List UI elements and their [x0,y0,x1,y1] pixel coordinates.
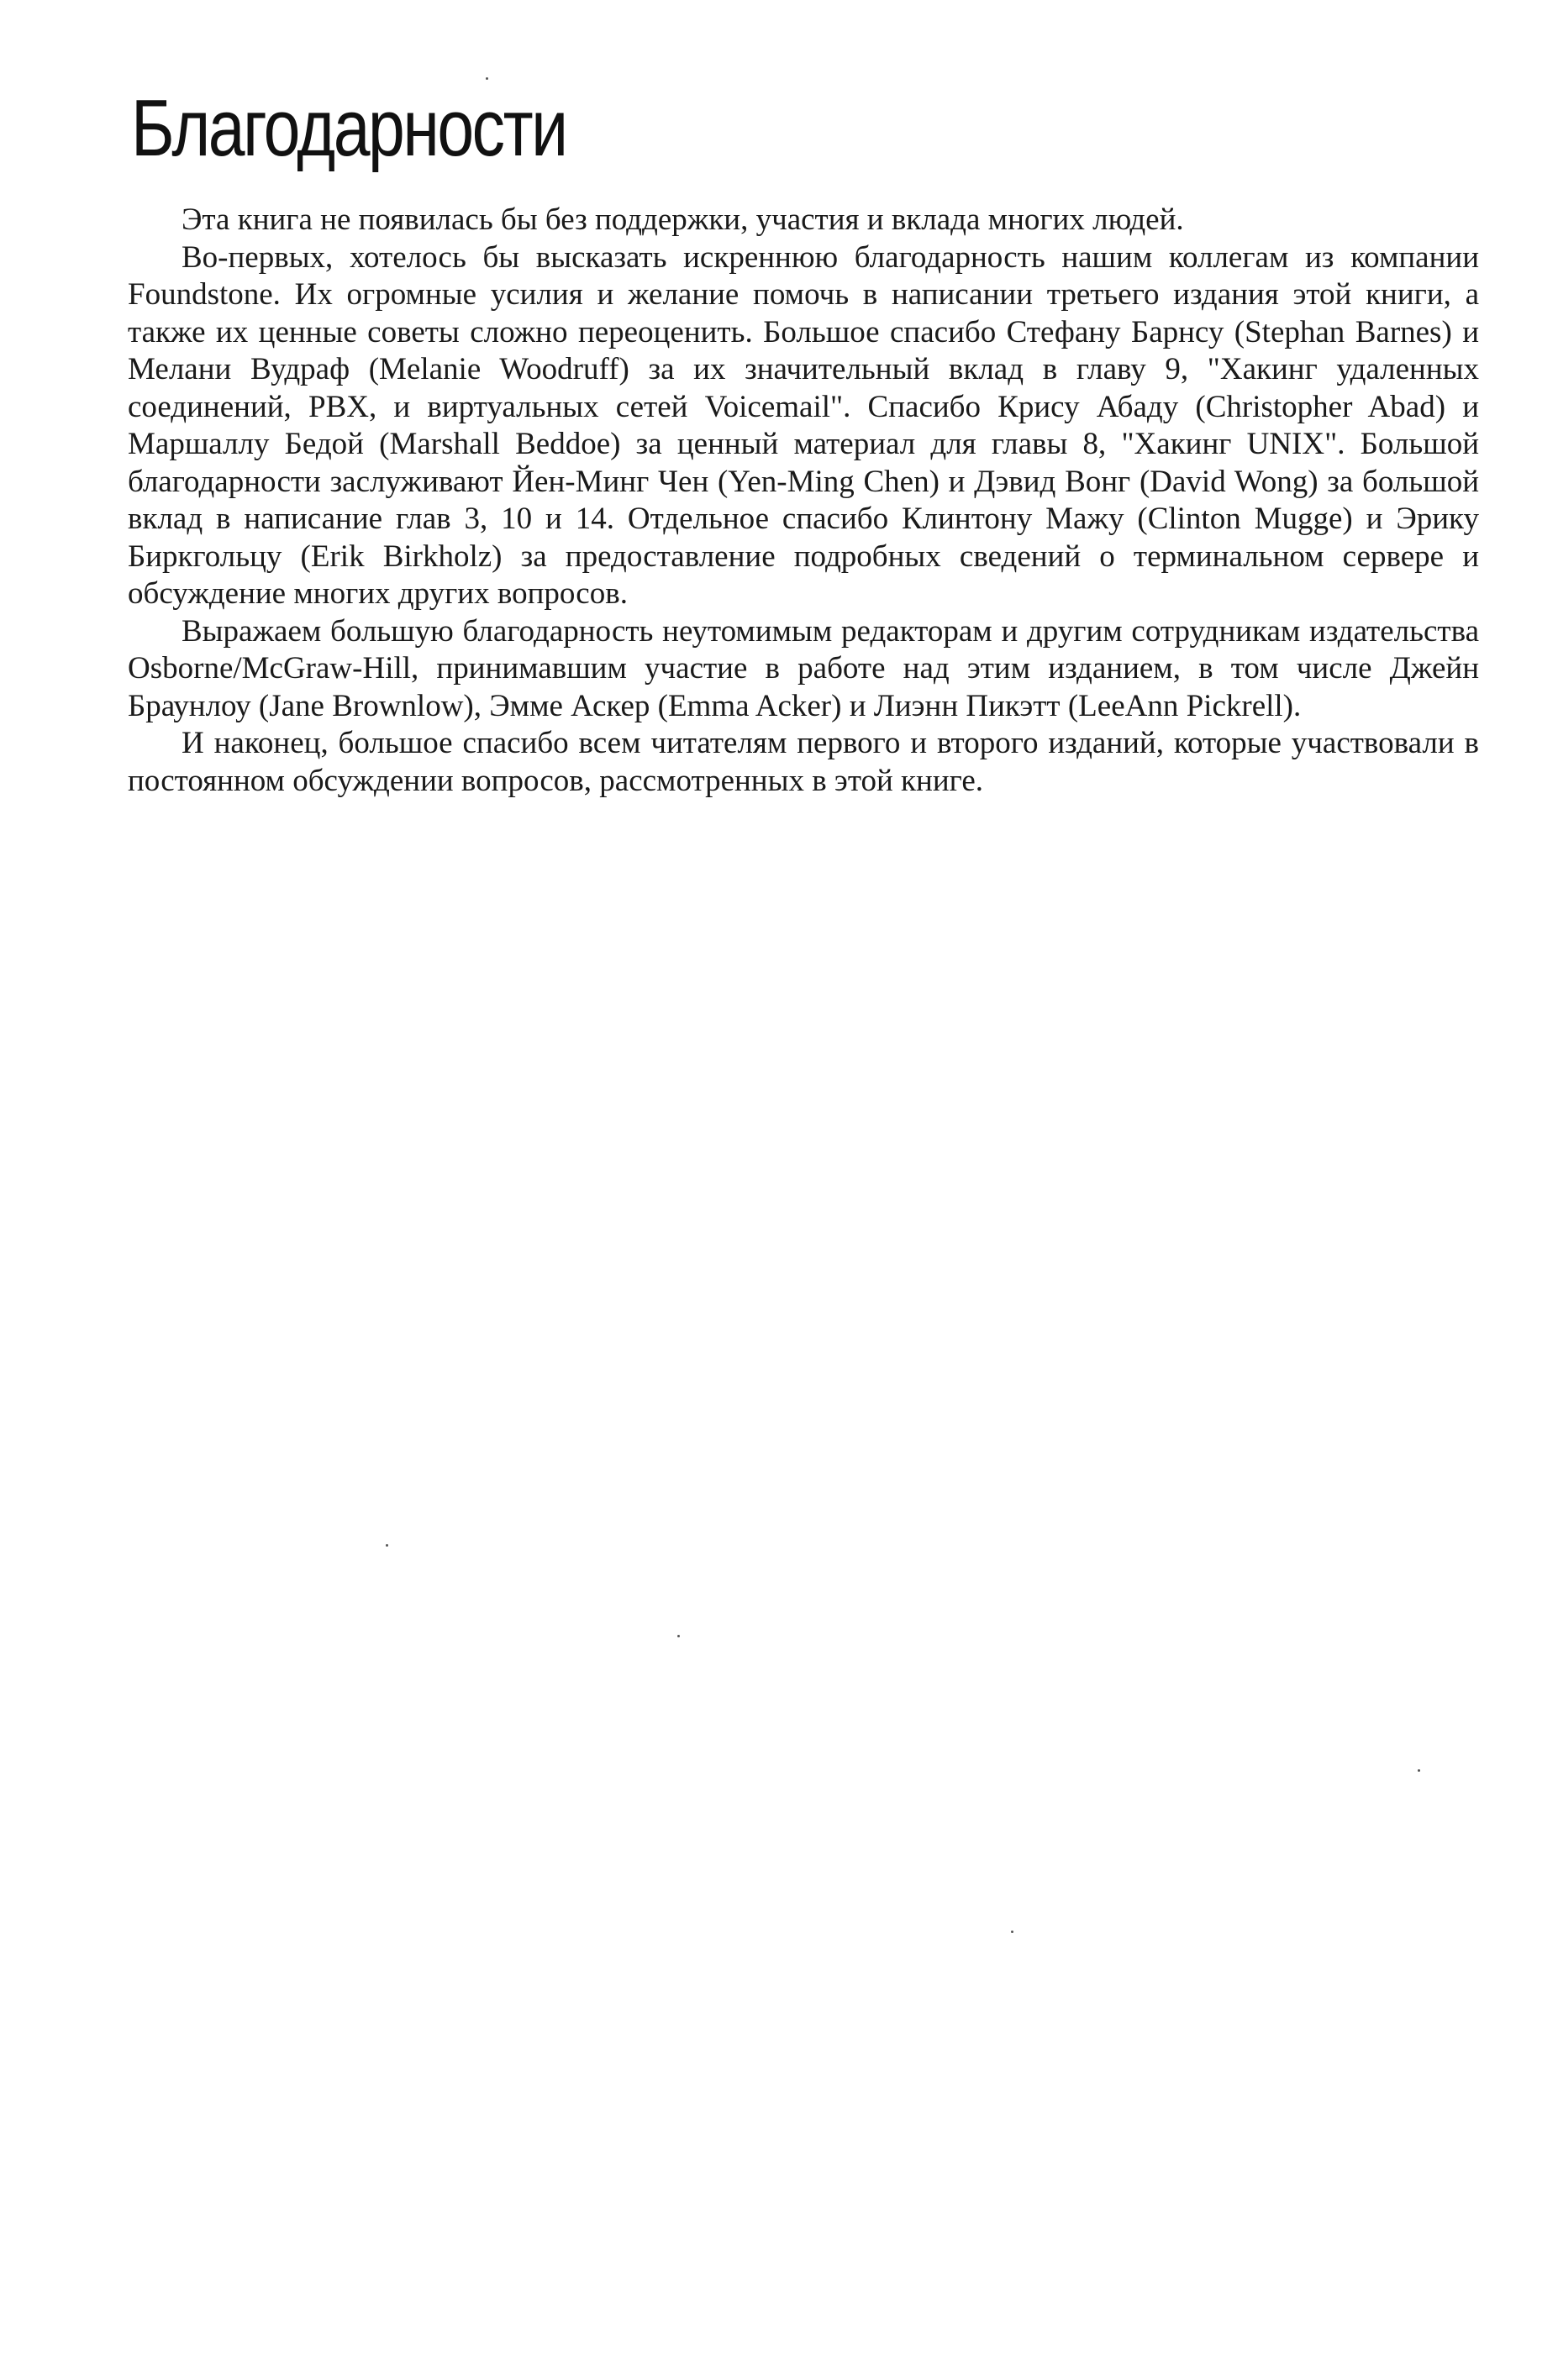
scan-speck [1418,1769,1420,1772]
scan-speck [677,1635,680,1637]
page-title: Благодарности [131,83,566,173]
paragraph-intro: Эта книга не появилась бы без поддержки, участия и вклада многих людей. [182,202,1184,237]
paragraph-foundstone: Во-первых, хотелось бы высказать искреннюю благодарность нашим коллегам из компании Foundstone. Их огромные усилия и желание помочь в написании третьего издания этой книги, а также их ценные советы сложно переоценить. Большое спасибо Стефану Барнсу (Stephan Barnes) и Мелани Вудраф (Melanie Woodruff) за их значительный вклад в главу 9, "Хакинг удаленных соединений, PBX, и виртуальных сетей Voicemail". Спасибо Крису Абаду (Christopher Abad) и Маршаллу Бедой (Marshall Beddoe) за ценный материал для главы 8, "Хакинг UNIX". Большой благодарности заслуживают Йен-Минг Чен (Yen-Ming Chen) и Дэвид Вонг (David Wong) за большой вклад в написание глав 3, 10 и 14. Отдельное спасибо Клинтону Мажу (Clinton Mugge) и Эрику Биркгольцу (Erik Birkholz) за предоставление подробных сведений о терминальном сервере и обсуждение многих других вопросов. [128,239,1479,611]
scan-speck [386,1544,388,1547]
scan-speck [1011,1931,1013,1933]
scan-speck [486,77,488,80]
body-text [128,202,1479,800]
paragraph-publisher: Выражаем большую благодарность неутомимым редакторам и другим сотрудникам издательства Osborne/McGraw-Hill, принимавшим участие в работе над этим изданием, в том числе Джейн Браунлоу (Jane Brownlow), Эмме Аскер (Emma Acker) и Лиэнн Пикэтт (LeeAnn Pickrell). [128,613,1479,723]
paragraph-readers: И наконец, большое спасибо всем читателям первого и второго изданий, которые участвовали в постоянном обсуждении вопросов, рассмотренных в этой книге. [128,726,1479,798]
